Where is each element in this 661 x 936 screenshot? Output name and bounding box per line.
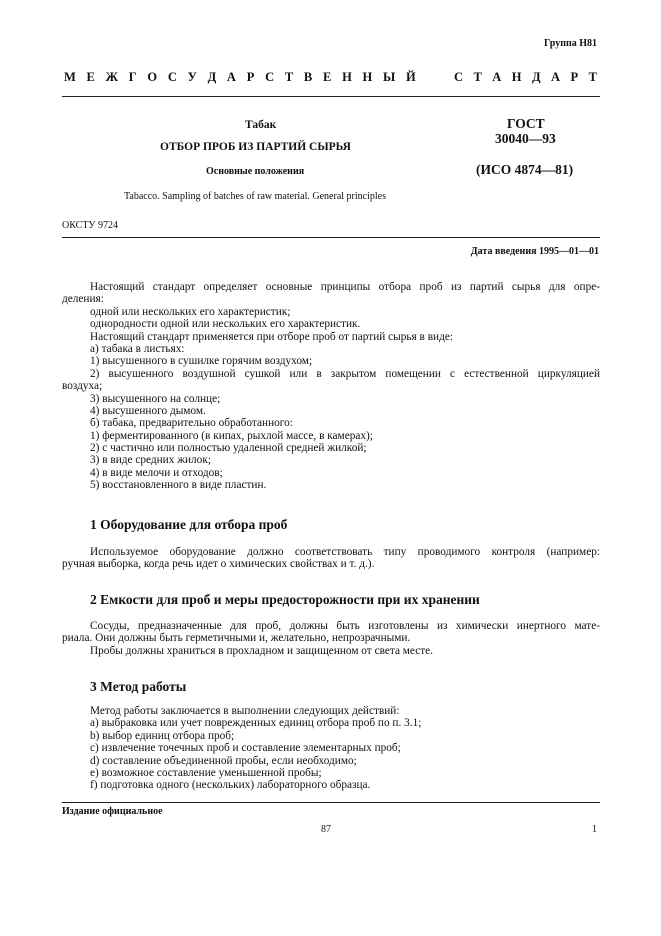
banner-letter: Н (342, 70, 352, 84)
banner-letter: Д (531, 70, 541, 84)
okstu-code: ОКСТУ 9724 (62, 220, 119, 231)
banner-letter: Г (128, 70, 137, 84)
banner-letter: С (454, 70, 464, 84)
english-title: Tabacco. Sampling of batches of raw material. General principles (124, 191, 386, 202)
group-code: Группа Н81 (544, 38, 597, 49)
banner-right (454, 70, 597, 85)
banner-letter: А (492, 70, 502, 84)
text-line: d) составление объединенной пробы, если необходимо; (90, 754, 357, 767)
interstate-standard-banner (64, 70, 597, 85)
banner-letter: Е (86, 70, 95, 84)
text-line: ручная выборка, когда речь идет о химических свойствах и т. д.). (62, 558, 375, 571)
intro-text (62, 281, 600, 492)
banner-letter: Н (511, 70, 522, 84)
gost-label: ГОСТ (507, 116, 545, 131)
top-rule (62, 96, 600, 97)
document-subtitle: Основные положения (206, 166, 305, 177)
banner-letter: У (187, 70, 197, 84)
text-line: 5) восстановленного в виде пластин. (90, 479, 267, 492)
text-line: Пробы должны храниться в прохладном и защищенном от света месте. (90, 644, 434, 657)
text-line: Сосуды, предназначенные для проб, должны быть изготовлены из химически инертного мате- (90, 620, 600, 632)
text-line: воздуха; (62, 380, 103, 393)
banner-letter: В (303, 70, 313, 84)
banner-letter: Т (588, 70, 597, 84)
section-1-text (62, 546, 600, 571)
section-1-heading: 1 Оборудование для отбора проб (90, 517, 288, 532)
document-title: ОТБОР ПРОБ ИЗ ПАРТИЙ СЫРЬЯ (160, 141, 351, 153)
intro-date: Дата введения 1995—01—01 (470, 246, 599, 257)
text-line: e) возможное составление уменьшенной пробы; (90, 766, 322, 779)
banner-letter: Н (362, 70, 373, 84)
text-line: Настоящий стандарт применяется при отборе проб от партий сырья в виде: (90, 330, 453, 343)
section-2-heading: 2 Емкости для проб и меры предосторожности при их хранении (90, 592, 480, 607)
banner-letter: Т (473, 70, 482, 84)
banner-left (64, 70, 416, 85)
text-line: одной или нескольких его характеристик; (90, 305, 291, 318)
page-number-right: 1 (592, 824, 597, 835)
text-line: 3) высушенного на солнце; (90, 392, 221, 405)
text-line: c) извлечение точечных проб и составление элементарных проб; (90, 742, 401, 755)
gost-number: 30040—93 (495, 131, 556, 146)
text-line: Настоящий стандарт определяет основные принципы отбора проб из партий сырья для опре- (90, 281, 600, 293)
text-line: 4) высушенного дымом. (90, 404, 206, 417)
iso-reference: (ИСО 4874—81) (476, 162, 574, 177)
banner-letter: Ы (383, 70, 396, 84)
product-name: Табак (245, 119, 277, 131)
text-line: Используемое оборудование должно соответствовать типу проводимого контроля (например: (90, 546, 600, 558)
text-line: 4) в виде мелочи и отходов; (90, 466, 223, 479)
banner-letter: О (147, 70, 158, 84)
banner-letter: М (64, 70, 76, 84)
text-line: риала. Они должны быть герметичными и, желательно, непрозрачными. (62, 632, 411, 645)
banner-letter: А (551, 70, 561, 84)
banner-letter: С (265, 70, 275, 84)
text-line: 1) высушенного в сушилке горячим воздухом; (90, 355, 313, 368)
banner-letter: Е (322, 70, 332, 84)
section-2-text (62, 620, 600, 657)
text-line: Метод работы заключается в выполнении следующих действий: (90, 705, 400, 717)
banner-letter: Р (246, 70, 255, 84)
footer-rule (62, 802, 600, 803)
title-rule (62, 237, 600, 238)
text-line: b) выбор единиц отбора проб; (90, 729, 235, 742)
banner-letter: С (167, 70, 177, 84)
banner-letter: Т (284, 70, 294, 84)
banner-letter: Ж (105, 70, 118, 84)
text-line: f) подготовка одного (нескольких) лабораторного образца. (90, 779, 371, 792)
text-line: 2) высушенного воздушной сушкой или в закрытом помещении с естественной циркуляцией (90, 367, 600, 380)
text-line: а) табака в листьях: (90, 342, 185, 355)
banner-letter: А (226, 70, 236, 84)
banner-letter: Й (406, 70, 416, 84)
section-3-text (62, 705, 600, 792)
text-line: 3) в виде средних жилок; (90, 454, 211, 467)
text-line: 1) ферментированного (в кипах, рыхлой массе, в камерах); (90, 429, 373, 442)
banner-letter: Д (207, 70, 217, 84)
text-line: б) табака, предварительно обработанного: (90, 417, 293, 430)
section-3-heading: 3 Метод работы (90, 679, 187, 694)
banner-letter: Р (570, 70, 579, 84)
text-line: a) выбраковка или учет поврежденных единиц отбора проб по п. 3.1; (90, 717, 422, 730)
page-number-center: 87 (321, 824, 331, 835)
text-line: деления: (62, 293, 104, 306)
text-line: 2) с частично или полностью удаленной средней жилкой; (90, 442, 367, 455)
text-line: однородности одной или нескольких его характеристик. (90, 318, 361, 331)
official-edition-label: Издание официальное (62, 806, 163, 817)
